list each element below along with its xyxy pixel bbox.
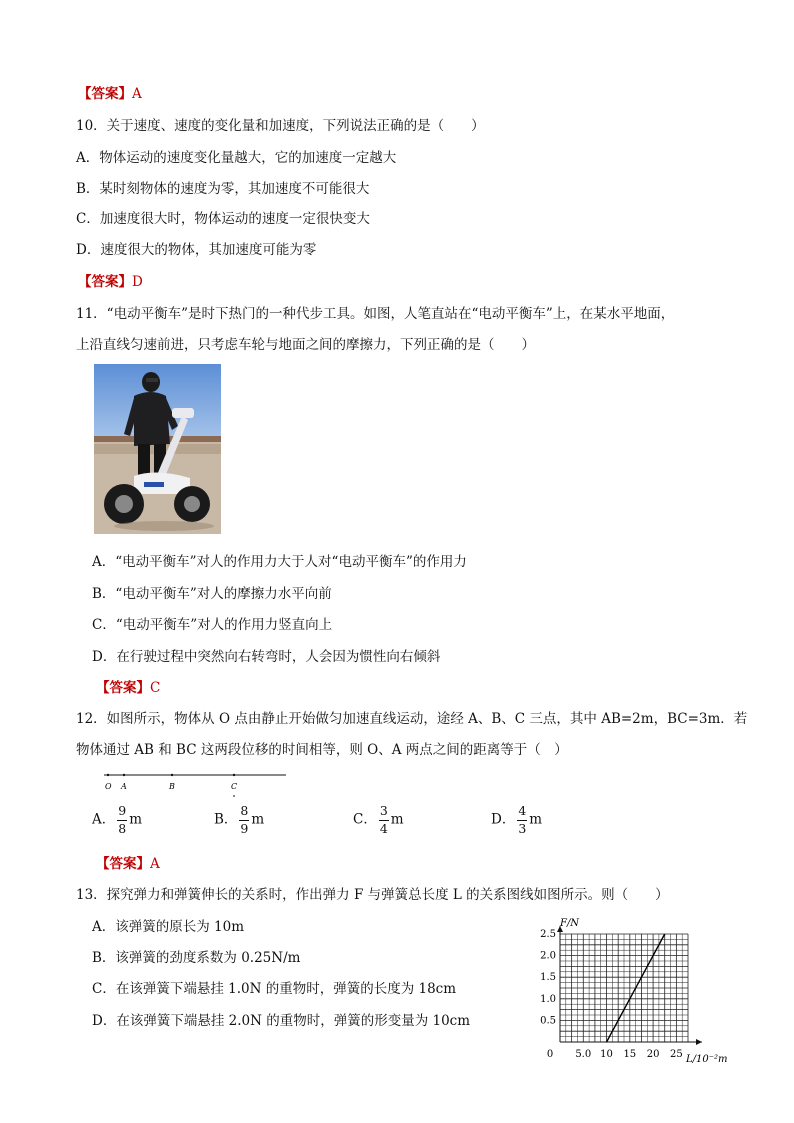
q12-option-d <box>491 805 542 835</box>
answer-label: 【答案】 <box>78 274 132 290</box>
fraction <box>517 805 527 835</box>
grid <box>560 934 688 1042</box>
q11-option-b: B．“电动平衡车”对人的摩擦力水平向前 <box>92 586 332 602</box>
numerator: 8 <box>239 805 249 821</box>
q11-answer <box>96 676 160 696</box>
q12-stem-line1: 12．如图所示，物体从 O 点由静止开始做匀加速直线运动，途经 A、B、C 三点，其中 AB=2m，BC=3m．若 <box>76 711 748 727</box>
x-tick-label: 5.0 <box>575 1049 592 1060</box>
point-a-mark <box>123 774 125 776</box>
q11-stem-line2: 上沿直线匀速前进，只考虑车轮与地面之间的摩擦力，下列正确的是（ ） <box>76 337 535 353</box>
q10-option-a: A．物体运动的速度变化量越大，它的加速度一定越大 <box>76 150 397 166</box>
q13-option-c: C．在该弹簧下端悬挂 1.0N 的重物时，弹簧的长度为 18cm <box>92 981 457 997</box>
tick-labels <box>540 929 683 1060</box>
point-o-label: O <box>105 782 112 791</box>
point-b-label: B <box>169 782 175 791</box>
q12-option-a <box>92 805 142 835</box>
numerator: 4 <box>517 805 527 821</box>
point-b-mark <box>171 774 173 776</box>
denominator: 3 <box>518 820 527 836</box>
option-letter: C． <box>353 811 377 828</box>
oabc-line-diagram <box>100 770 295 800</box>
point-a-label: A <box>121 782 127 791</box>
option-letter: B． <box>214 811 238 828</box>
x-tick-label: 25 <box>669 1049 683 1060</box>
answer-value: C <box>150 680 161 696</box>
unit: m <box>390 811 404 828</box>
q12-option-c <box>353 805 404 835</box>
y-tick-label: 2.0 <box>540 950 556 962</box>
q13-option-b: B．该弹簧的劲度系数为 0.25N/m <box>92 950 301 966</box>
denominator: 9 <box>240 820 249 836</box>
answer-label: 【答案】 <box>78 86 132 102</box>
q13-stem: 13．探究弹力和弹簧伸长的关系时，作出弹力 F 与弹簧总长度 L 的关系图线如图所示。则（ ） <box>76 887 669 903</box>
point-c-mark <box>233 774 235 776</box>
fraction <box>239 805 249 835</box>
q11-option-d: D．在行驶过程中突然向右转弯时，人会因为惯性向右倾斜 <box>92 649 441 665</box>
unit: m <box>129 811 143 828</box>
q10-option-c: C．加速度很大时，物体运动的速度一定很快变大 <box>76 211 370 227</box>
denominator: 4 <box>379 820 388 836</box>
answer-value: A <box>150 856 160 872</box>
x-axis-arrow <box>696 1039 702 1045</box>
q11-option-c: C．“电动平衡车”对人的作用力竖直向上 <box>92 617 333 633</box>
f-l-graph <box>530 912 730 1067</box>
balance-scooter-photo <box>94 364 221 534</box>
q12-answer <box>96 852 160 872</box>
q13-option-d: D．在该弹簧下端悬挂 2.0N 的重物时，弹簧的形变量为 10cm <box>92 1013 471 1029</box>
x-tick-label: 0 <box>546 1049 554 1060</box>
answer-value: A <box>132 86 142 102</box>
y-axis-label: F/N <box>560 918 580 929</box>
unit: m <box>529 811 543 828</box>
answer-label: 【答案】 <box>96 680 150 696</box>
fraction <box>117 805 127 835</box>
y-tick-label: 2.5 <box>540 929 556 940</box>
q13-option-a: A．该弹簧的原长为 10m <box>92 919 245 935</box>
unit: m <box>251 811 265 828</box>
option-letter: A． <box>92 811 116 828</box>
point-o-mark <box>107 774 109 776</box>
q10-option-d: D．速度很大的物体，其加速度可能为零 <box>76 242 317 258</box>
fraction <box>379 805 389 835</box>
q10-answer <box>78 270 143 290</box>
numerator: 9 <box>117 805 127 821</box>
q11-option-a: A．“电动平衡车”对人的作用力大于人对“电动平衡车”的作用力 <box>92 554 467 570</box>
y-tick-label: 0.5 <box>540 1015 556 1027</box>
point-c-label: C <box>231 782 238 791</box>
y-tick-label: 1.0 <box>540 993 556 1005</box>
x-tick-label: 15 <box>623 1049 637 1060</box>
q11-stem-line1: 11．“电动平衡车”是时下热门的一种代步工具。如图，人笔直站在“电动平衡车”上，在某水平地面， <box>76 306 675 322</box>
q10-stem: 10．关于速度、速度的变化量和加速度，下列说法正确的是（ ） <box>76 118 485 134</box>
x-axis-label: L/10⁻²m <box>686 1054 728 1065</box>
answer-value: D <box>132 274 143 290</box>
option-letter: D． <box>491 811 516 828</box>
y-tick-label: 1.5 <box>540 972 556 984</box>
q10-option-b: B．某时刻物体的速度为零，其加速度不可能很大 <box>76 181 370 197</box>
denominator: 8 <box>118 820 127 836</box>
q12-stem-line2: 物体通过 AB 和 BC 这两段位移的时间相等，则 O、A 两点之间的距离等于（ ） <box>76 742 568 758</box>
q12-option-b <box>214 805 264 835</box>
numerator: 3 <box>379 805 389 821</box>
q9-answer <box>78 82 142 102</box>
x-tick-label: 20 <box>646 1049 660 1060</box>
x-tick-label: 10 <box>600 1049 613 1060</box>
answer-label: 【答案】 <box>96 856 150 872</box>
